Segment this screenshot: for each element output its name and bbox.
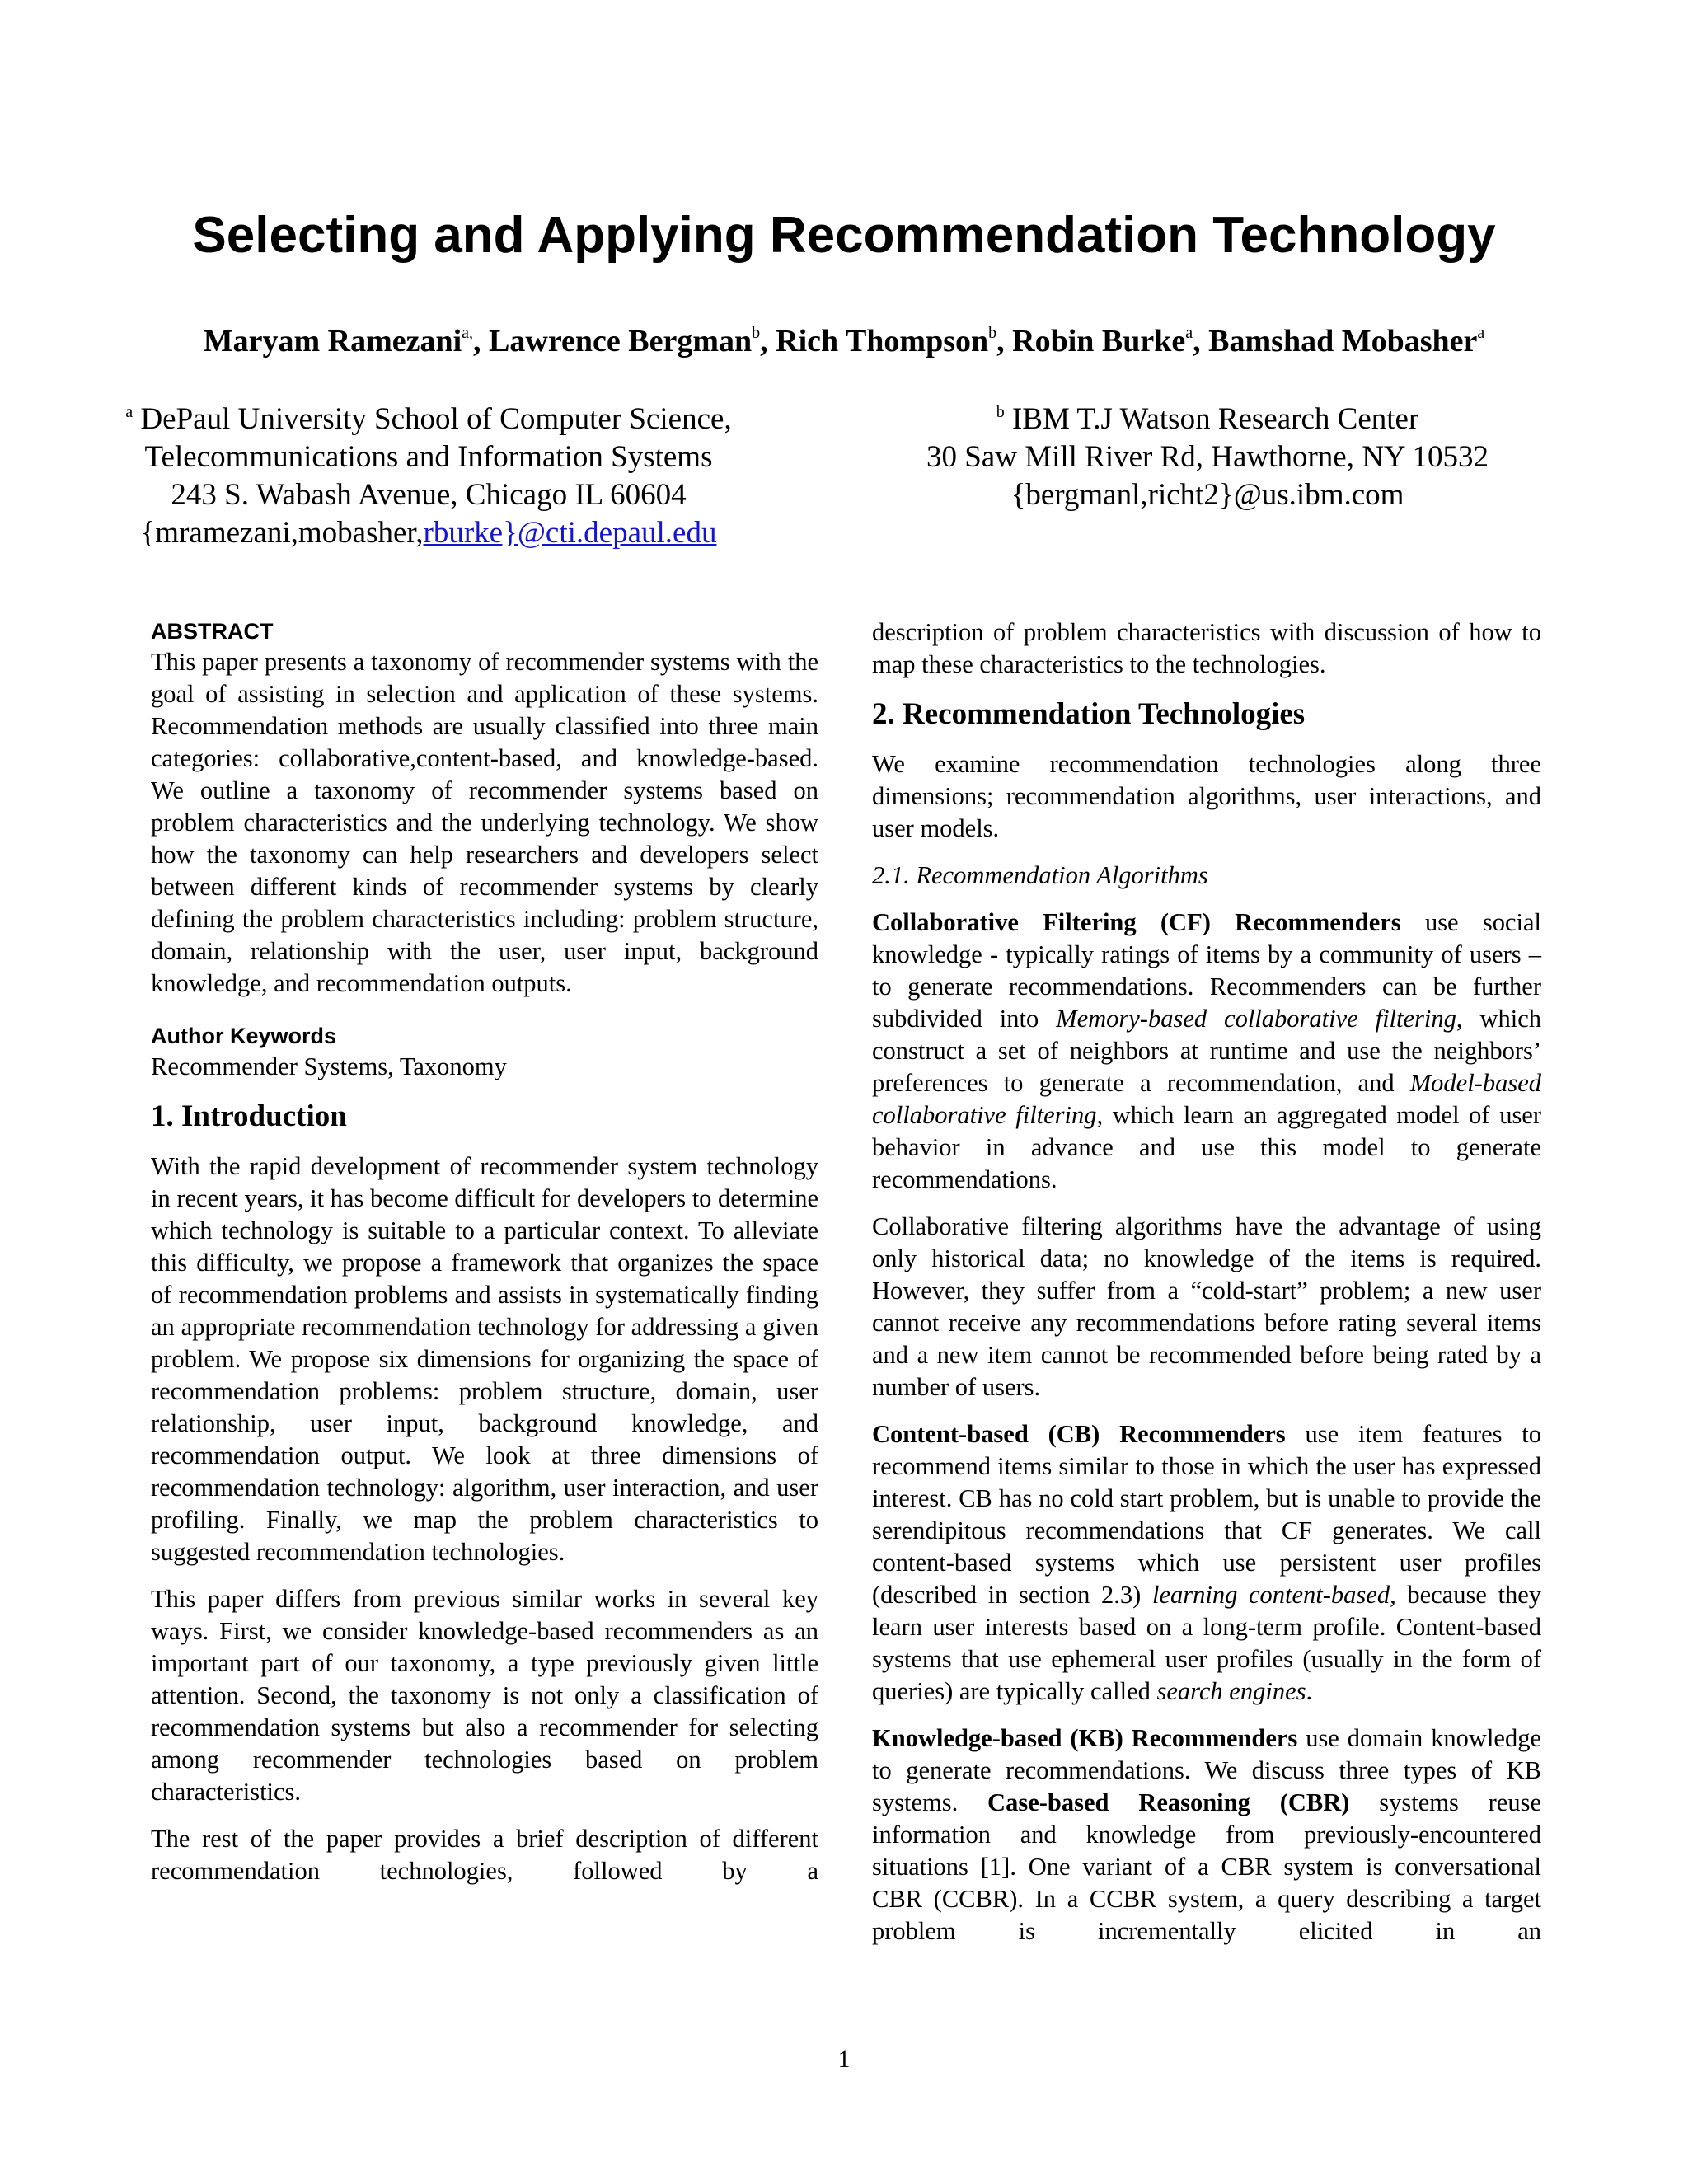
abstract-heading: ABSTRACT xyxy=(151,619,274,644)
author-affiliation-mark: b xyxy=(988,324,997,342)
paragraph-cb: Content-based (CB) Recommenders use item features to recommend items similar to those in which the user has expressed interest. CB has no cold start problem, but is unable to provide the serendipitous recommendations that CF generates. We call content-based systems which use persistent user profiles (described in section 2.3) learning content-based, because they learn user interests based on a long-term profile. Content-based systems that use ephemeral user profiles (usually in the form of queries) are typically called search engines. xyxy=(872,1420,1542,1705)
term-cb: Content-based (CB) Recommenders xyxy=(872,1420,1286,1448)
author-affiliation-mark: a xyxy=(1477,324,1485,342)
paragraph: With the rapid development of recommender system technology in recent years, it has become difficult for developers to determine which technology is suitable to a particular context. To alleviate this difficulty, we propose a framework that organizes the space of recommendation problems and assists in systematically finding an appropriate recommendation technology for addressing a given problem. We propose six dimensions for organizing the space of recommendation problems: problem structure, domain, user relationship, user input, background knowledge, and recommendation output. We look at three dimensions of recommendation technology: algorithm, user interaction, and user profiling. Finally, we map the problem characteristics to suggested recommendation technologies. xyxy=(151,1152,818,1566)
author-list: Maryam Ramezani$^{a,}$, Lawrence Bergman$^b$, Rich Thompson$^b$, Robin Burke$^a$, Bamshad Mobasher$^a$ xyxy=(203,324,1485,359)
author-name: Rich Thompson xyxy=(776,324,989,359)
term-cbr: Case-based Reasoning (CBR) xyxy=(987,1788,1350,1816)
author-affiliation-mark: b xyxy=(752,324,761,342)
keywords-text: Recommender Systems, Taxonomy xyxy=(151,1052,507,1080)
paragraph-kb: Knowledge-based (KB) Recommenders use domain knowledge to generate recommendations. We discuss three types of KB systems. Case-based Reasoning (CBR) systems reuse information and knowledge from previously-encountered situations [1]. One variant of a CBR system is conversational CBR (CCBR). In a CCBR system, a query describing a target problem is incrementally elicited in an xyxy=(872,1724,1541,1945)
affiliation-depaul: $^a$ DePaul University School of Computer Science, Telecommunications and Information Systems 243 S. Wabash Avenue, Chicago IL 60604 {mramezani,mobasher,rburke}@cti.depaul.edu xyxy=(125,402,732,550)
email-link[interactable]: rburke}@cti.depaul.edu xyxy=(423,516,717,550)
email-text: {bergmanl,richt2}@us.ibm.com xyxy=(1010,478,1404,512)
abstract-text: This paper presents a taxonomy of recommender systems with the goal of assisting in selection and application of these systems. Recommendation methods are usually classified into three main categories: collaborative,content-based, and knowledge-based. We outline a taxonomy of recommender systems based on problem characteristics and the underlying technology. We show how the taxonomy can help researchers and developers select between different kinds of recommender systems by clearly defining the problem characteristics including: problem structure, domain, relationship with the user, user input, background knowledge, and recommendation outputs. xyxy=(151,648,818,997)
author-affiliation-mark: a xyxy=(1185,324,1193,342)
subsection-heading-algorithms: 2.1. Recommendation Algorithms xyxy=(872,861,1208,889)
term-kb: Knowledge-based (KB) Recommenders xyxy=(872,1724,1298,1752)
paper-title: Selecting and Applying Recommendation Technology xyxy=(192,207,1496,264)
affiliation-ibm: $^b$ IBM T.J Watson Research Center 30 Saw Mill River Rd, Hawthorne, NY 10532 {bergmanl,richt2}@us.ibm.com xyxy=(857,401,1558,514)
affiliation-mark: a xyxy=(125,403,134,421)
paragraph-cf: Collaborative Filtering (CF) Recommenders use social knowledge - typically ratings of items by a community of users – to generate recommendations. Recommenders can be further subdivided into Memory-based collaborative filtering, which construct a set of neighbors at runtime and use the neighbors’ preferences to generate a recommendation, and Model-based collaborative filtering, which learn an aggregated model of user behavior in advance and use this model to generate recommendations. xyxy=(872,908,1542,1193)
paragraph: This paper differs from previous similar works in several key ways. First, we consider knowledge-based recommenders as an important part of our taxonomy, a type previously given little attention. Second, the taxonomy is not only a classification of recommendation systems but also a recommender for selecting among recommender technologies based on problem characteristics. xyxy=(151,1585,818,1806)
author-name: Lawrence Bergman xyxy=(489,324,753,359)
left-column xyxy=(151,616,818,1902)
author-name: Maryam Ramezani xyxy=(203,324,462,359)
paragraph: We examine recommendation technologies along three dimensions; recommendation algorithms, user interactions, and user models. xyxy=(872,750,1541,842)
keywords-heading: Author Keywords xyxy=(151,1024,337,1048)
affiliation-mark: b xyxy=(996,403,1005,421)
author-name: Robin Burke xyxy=(1012,324,1186,359)
author-affiliation-mark: a, xyxy=(462,324,474,342)
author-name: Bamshad Mobasher xyxy=(1208,324,1478,359)
section-heading-technologies: 2. Recommendation Technologies xyxy=(872,697,1306,731)
paragraph: description of problem characteristics with discussion of how to map these characteristics to the technologies. xyxy=(872,618,1541,678)
page-number: 1 xyxy=(837,2046,851,2073)
right-column xyxy=(872,616,1541,1962)
email-text: {mramezani,mobasher, xyxy=(140,516,424,550)
term-cf: Collaborative Filtering (CF) Recommenders xyxy=(872,908,1401,936)
section-heading-introduction: 1. Introduction xyxy=(151,1099,347,1133)
paragraph: Collaborative filtering algorithms have the advantage of using only historical data; no knowledge of the items is required. However, they suffer from a “cold-start” problem; a new user cannot receive any recommendations before rating several items and a new item cannot be recommended before being rated by a number of users. xyxy=(872,1212,1541,1401)
paragraph: The rest of the paper provides a brief description of different recommendation technologies, followed by a xyxy=(151,1825,818,1885)
